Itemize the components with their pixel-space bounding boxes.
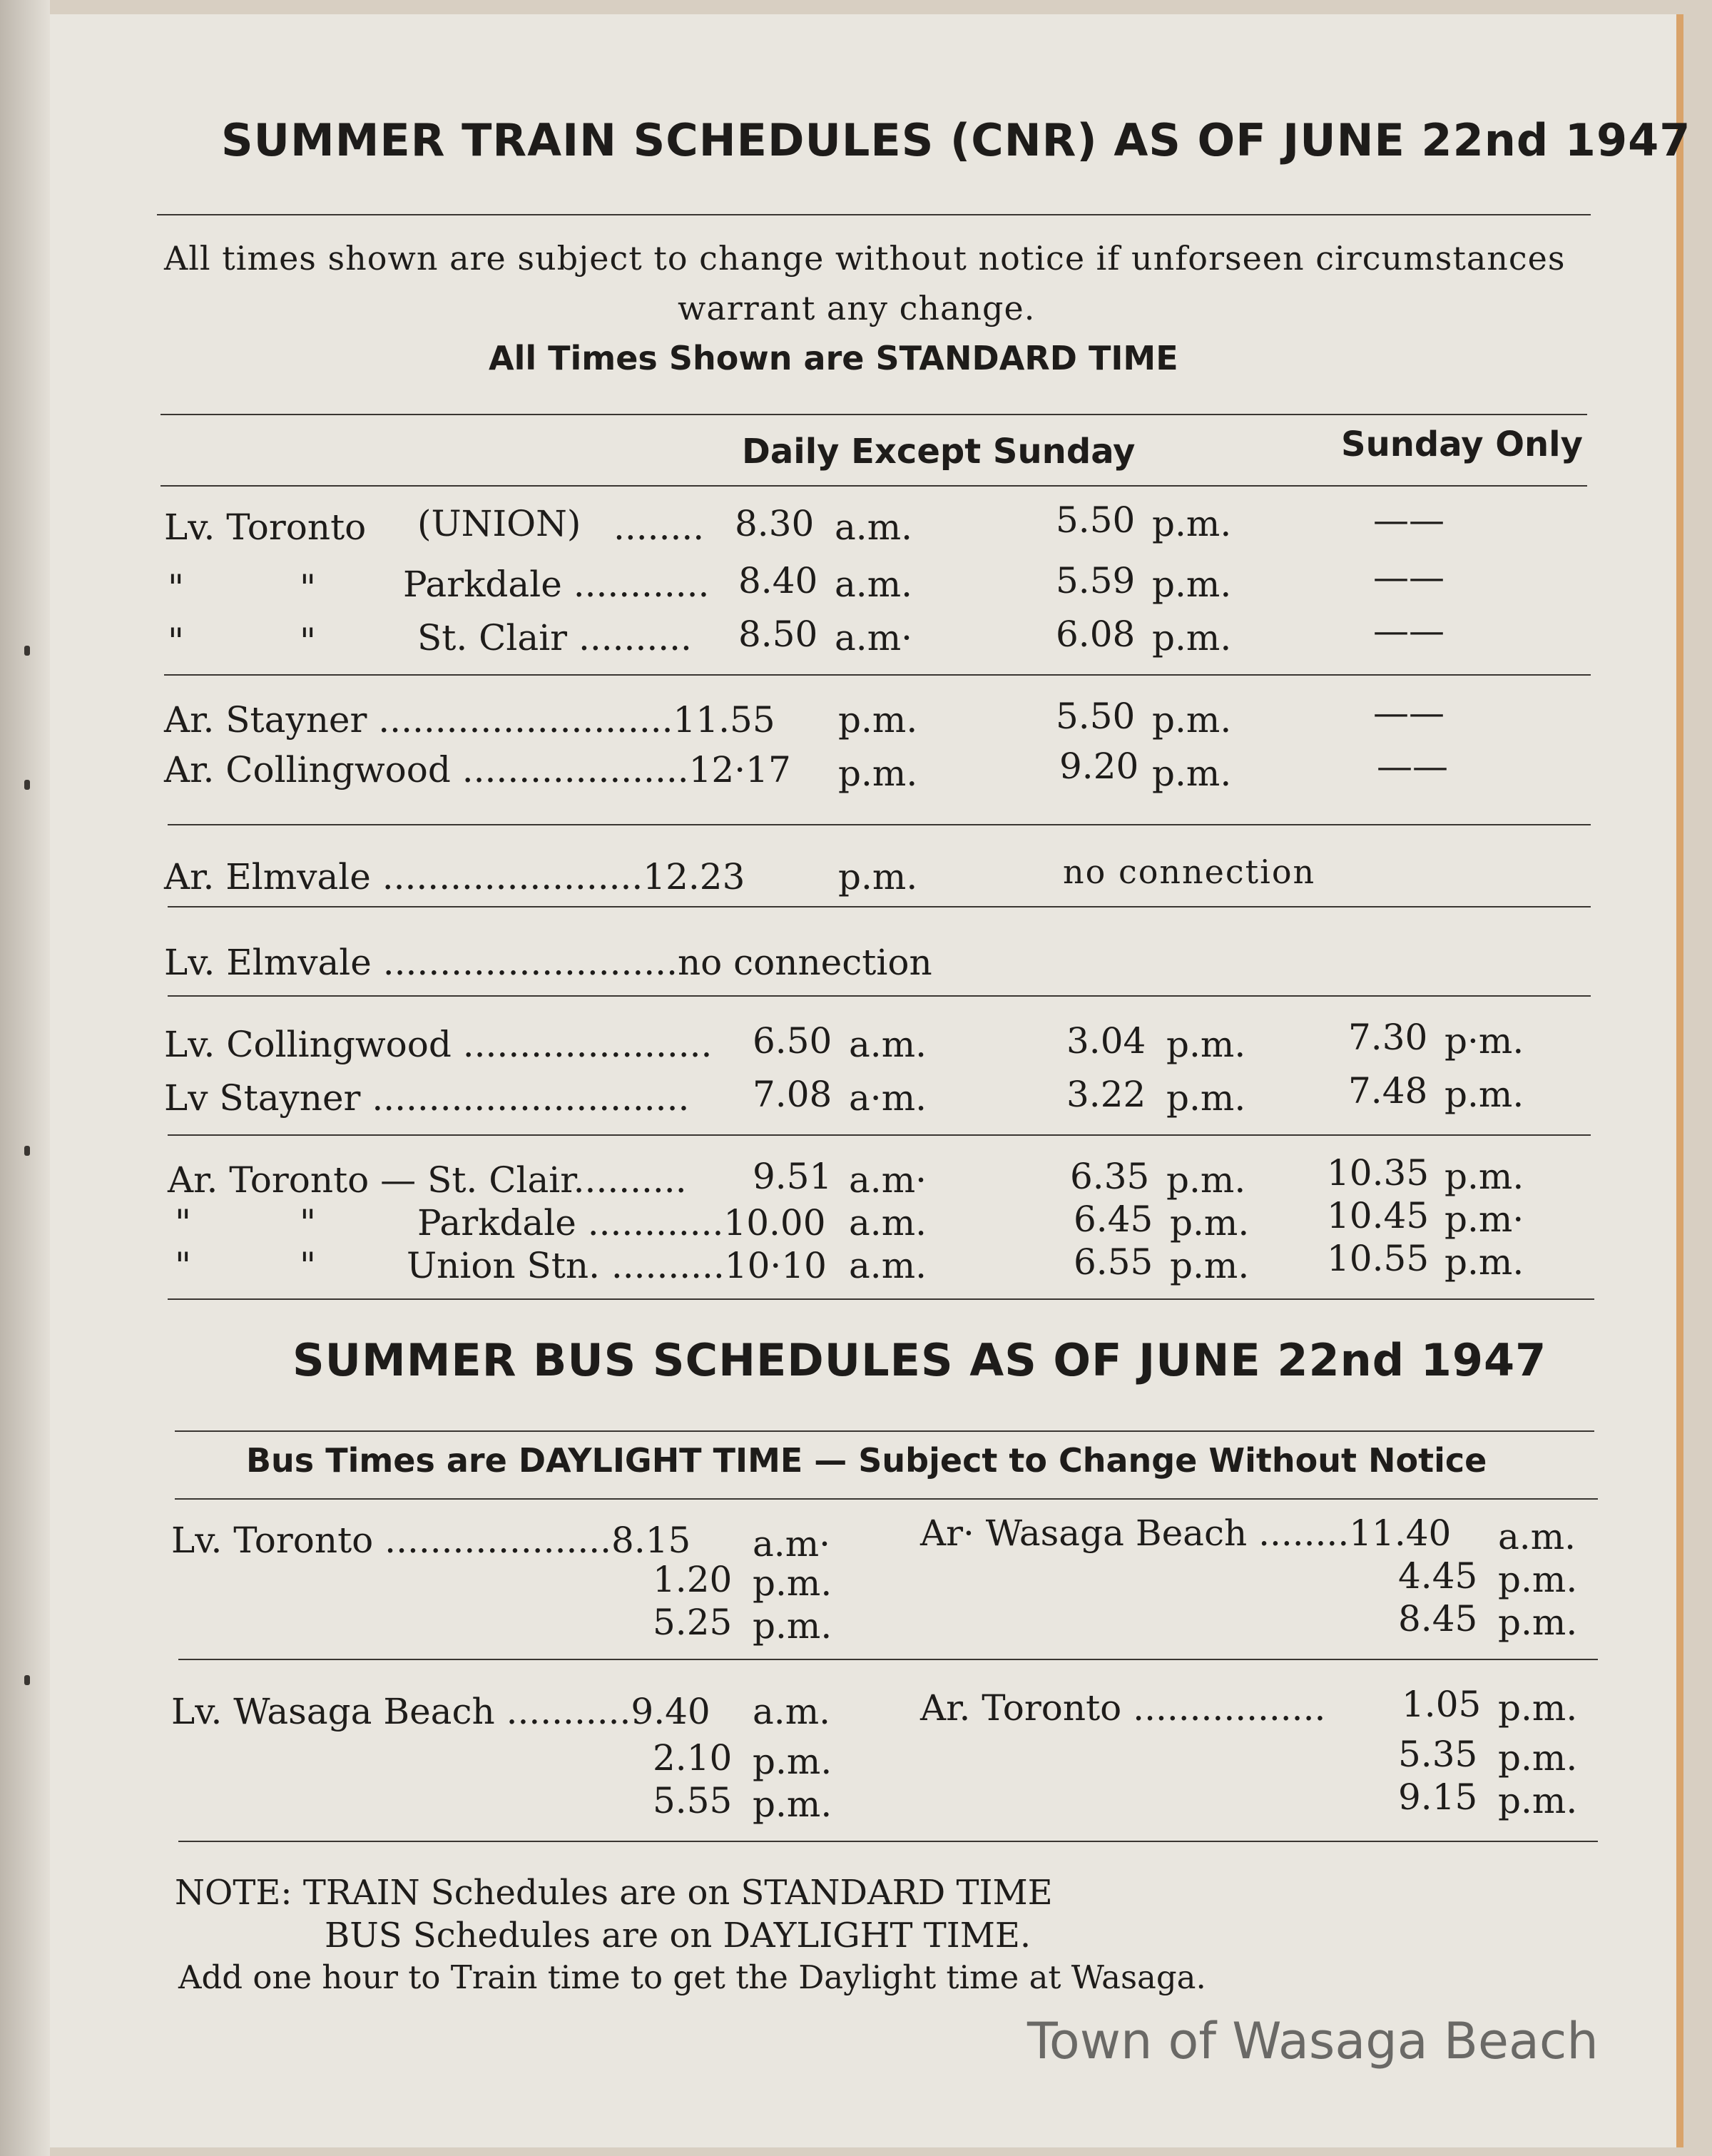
row-st-clair-label: St. Clair .......... bbox=[417, 617, 692, 659]
time-cell: 9.51 bbox=[753, 1156, 832, 1197]
staple-mark bbox=[24, 646, 30, 656]
time-unit: p.m. bbox=[1170, 1202, 1250, 1244]
staple-mark bbox=[24, 780, 30, 790]
time-cell: 9.20 bbox=[1059, 746, 1139, 787]
time-unit: a.m· bbox=[849, 1159, 927, 1201]
no-service-dash: —— bbox=[1373, 692, 1444, 733]
time-cell: 8.50 bbox=[738, 614, 818, 655]
row-ar-parkdale: Parkdale ............10.00 bbox=[417, 1202, 826, 1244]
time-unit: a.m· bbox=[753, 1523, 831, 1565]
divider bbox=[178, 1659, 1598, 1660]
time-unit: a.m. bbox=[849, 1245, 927, 1286]
time-unit: p.m. bbox=[1152, 753, 1232, 794]
time-unit: p.m. bbox=[1152, 564, 1232, 605]
time-unit: p.m. bbox=[753, 1605, 832, 1647]
time-unit: p.m. bbox=[838, 699, 918, 741]
time-cell: 5.50 bbox=[1056, 499, 1136, 541]
time-unit: p.m· bbox=[1444, 1199, 1524, 1240]
bus-lv-wasaga-beach: Lv. Wasaga Beach ...........9.40 bbox=[171, 1691, 710, 1732]
row-lv-elmvale: Lv. Elmvale ..........................no connection bbox=[164, 942, 932, 983]
no-service-dash: —— bbox=[1373, 499, 1444, 541]
row-lv-toronto-label: Lv. Toronto bbox=[164, 507, 367, 548]
time-unit: p.m. bbox=[1444, 1074, 1524, 1115]
time-unit: p.m. bbox=[1498, 1737, 1578, 1779]
time-unit: p.m. bbox=[1444, 1156, 1524, 1197]
row-lv-stayner: Lv Stayner ............................ bbox=[164, 1077, 690, 1119]
time-unit: p·m. bbox=[1444, 1020, 1524, 1062]
divider bbox=[178, 1841, 1598, 1842]
time-unit: p.m. bbox=[753, 1741, 832, 1782]
time-cell: 2.10 bbox=[653, 1737, 733, 1779]
time-cell: 4.45 bbox=[1398, 1555, 1478, 1597]
time-cell: 7.08 bbox=[753, 1074, 832, 1115]
time-cell: 10.45 bbox=[1327, 1195, 1430, 1236]
time-cell: 8.45 bbox=[1398, 1598, 1478, 1639]
train-schedule-title: SUMMER TRAIN SCHEDULES (CNR) AS OF JUNE 22nd 1947 bbox=[221, 114, 1691, 166]
town-watermark: Town of Wasaga Beach bbox=[1027, 2012, 1599, 2070]
time-unit: a.m. bbox=[835, 507, 913, 548]
bus-ar-toronto: Ar. Toronto ................. bbox=[920, 1687, 1326, 1729]
bus-daylight-notice: Bus Times are DAYLIGHT TIME — Subject to Change Without Notice bbox=[246, 1441, 1487, 1480]
binding-spine bbox=[0, 0, 50, 2156]
note-line-2: BUS Schedules are on DAYLIGHT TIME. bbox=[325, 1916, 1031, 1956]
divider bbox=[175, 1430, 1594, 1432]
time-unit: p.m. bbox=[838, 753, 918, 794]
time-unit: a.m· bbox=[835, 617, 913, 659]
row-ar-union-stn: Union Stn. ..........10·10 bbox=[407, 1245, 827, 1286]
schedule-page bbox=[50, 14, 1691, 2147]
time-cell: 5.59 bbox=[1056, 560, 1136, 601]
time-unit: p.m. bbox=[1444, 1241, 1524, 1283]
time-unit: a.m. bbox=[753, 1691, 831, 1732]
ditto-mark: " bbox=[300, 567, 316, 609]
time-cell: 1.05 bbox=[1402, 1684, 1482, 1725]
time-cell: 8.40 bbox=[738, 560, 818, 601]
divider bbox=[160, 414, 1587, 415]
time-unit: a.m. bbox=[849, 1202, 927, 1244]
bus-ar-wasaga-beach: Ar· Wasaga Beach ........11.40 bbox=[920, 1512, 1452, 1554]
row-ar-toronto-st-clair: Ar. Toronto — St. Clair.......... bbox=[168, 1159, 687, 1201]
time-cell: 5.35 bbox=[1398, 1734, 1478, 1775]
ditto-mark: " bbox=[175, 1202, 191, 1244]
bus-schedule-title: SUMMER BUS SCHEDULES AS OF JUNE 22nd 1947 bbox=[292, 1334, 1547, 1386]
time-cell: 7.48 bbox=[1348, 1070, 1428, 1112]
row-ar-collingwood: Ar. Collingwood ....................12·17 bbox=[164, 749, 791, 790]
time-cell: 9.15 bbox=[1398, 1776, 1478, 1818]
time-cell: 6.55 bbox=[1074, 1241, 1153, 1283]
time-unit: p.m. bbox=[1166, 1024, 1246, 1065]
row-lv-toronto-dots: ........ bbox=[613, 507, 705, 548]
intro-text-line2: warrant any change. bbox=[678, 289, 1036, 327]
intro-text-line1: All times shown are subject to change without notice if unforseen circumstances bbox=[164, 239, 1566, 278]
time-cell: 6.35 bbox=[1070, 1156, 1150, 1197]
divider bbox=[168, 1298, 1594, 1300]
bus-lv-toronto: Lv. Toronto ....................8.15 bbox=[171, 1520, 691, 1561]
ditto-mark: " bbox=[168, 567, 184, 609]
staple-mark bbox=[24, 1146, 30, 1156]
divider bbox=[175, 1498, 1598, 1500]
time-unit: p.m. bbox=[753, 1562, 832, 1604]
time-unit: p.m. bbox=[1498, 1780, 1578, 1821]
time-unit: p.m. bbox=[753, 1784, 832, 1825]
note-line-1: NOTE: TRAIN Schedules are on STANDARD TIME bbox=[175, 1873, 1053, 1913]
time-unit: p.m. bbox=[1498, 1559, 1578, 1600]
time-unit: p.m. bbox=[1166, 1077, 1246, 1119]
note-line-3: Add one hour to Train time to get the Daylight time at Wasaga. bbox=[178, 1958, 1206, 1996]
standard-time-notice: All Times Shown are STANDARD TIME bbox=[489, 339, 1178, 377]
time-cell: 1.20 bbox=[653, 1559, 733, 1600]
time-cell: 5.50 bbox=[1056, 696, 1136, 737]
time-unit: p.m. bbox=[1152, 699, 1232, 741]
divider bbox=[168, 1134, 1591, 1136]
time-unit: a.m. bbox=[849, 1024, 927, 1065]
time-cell: 5.55 bbox=[653, 1780, 733, 1821]
divider bbox=[168, 995, 1591, 997]
no-service-dash: —— bbox=[1373, 610, 1444, 651]
time-cell: 10.35 bbox=[1327, 1152, 1430, 1194]
time-cell: 10.55 bbox=[1327, 1238, 1430, 1279]
no-connection-text: no connection bbox=[1063, 853, 1316, 891]
ditto-mark: " bbox=[300, 1245, 316, 1286]
row-lv-collingwood: Lv. Collingwood ...................... bbox=[164, 1024, 713, 1065]
row-ar-stayner: Ar. Stayner ..........................11.55 bbox=[164, 699, 775, 741]
divider bbox=[168, 906, 1591, 907]
time-cell: 3.04 bbox=[1066, 1020, 1146, 1062]
time-unit: p.m. bbox=[1166, 1159, 1246, 1201]
time-unit: a.m. bbox=[835, 564, 913, 605]
row-lv-toronto-sub: (UNION) bbox=[417, 503, 581, 544]
divider bbox=[164, 674, 1591, 676]
staple-mark bbox=[24, 1675, 30, 1685]
time-cell: 8.30 bbox=[735, 503, 815, 544]
time-unit: p.m. bbox=[1498, 1687, 1578, 1729]
column-header-sunday: Sunday Only bbox=[1341, 424, 1583, 464]
ditto-mark: " bbox=[300, 621, 316, 662]
time-unit: p.m. bbox=[1498, 1602, 1578, 1643]
time-cell: 3.22 bbox=[1066, 1074, 1146, 1115]
time-unit: p.m. bbox=[1152, 617, 1232, 659]
divider bbox=[160, 485, 1587, 487]
time-unit: a.m. bbox=[1498, 1516, 1576, 1557]
time-cell: 6.50 bbox=[753, 1020, 832, 1062]
time-cell: 7.30 bbox=[1348, 1017, 1428, 1058]
column-header-daily: Daily Except Sunday bbox=[742, 432, 1136, 472]
divider bbox=[157, 214, 1591, 215]
time-unit: p.m. bbox=[1152, 503, 1232, 544]
time-unit: p.m. bbox=[838, 856, 918, 898]
row-ar-elmvale: Ar. Elmvale .......................12.23 bbox=[164, 856, 745, 898]
ditto-mark: " bbox=[168, 621, 184, 662]
time-unit: p.m. bbox=[1170, 1245, 1250, 1286]
no-service-dash: —— bbox=[1377, 746, 1448, 787]
time-cell: 6.45 bbox=[1074, 1199, 1153, 1240]
ditto-mark: " bbox=[175, 1245, 191, 1286]
time-unit: a·m. bbox=[849, 1077, 927, 1119]
no-service-dash: —— bbox=[1373, 556, 1444, 598]
row-parkdale-label: Parkdale ............ bbox=[403, 564, 710, 605]
time-cell: 6.08 bbox=[1056, 614, 1136, 655]
time-cell: 5.25 bbox=[653, 1602, 733, 1643]
divider bbox=[168, 824, 1591, 825]
ditto-mark: " bbox=[300, 1202, 316, 1244]
